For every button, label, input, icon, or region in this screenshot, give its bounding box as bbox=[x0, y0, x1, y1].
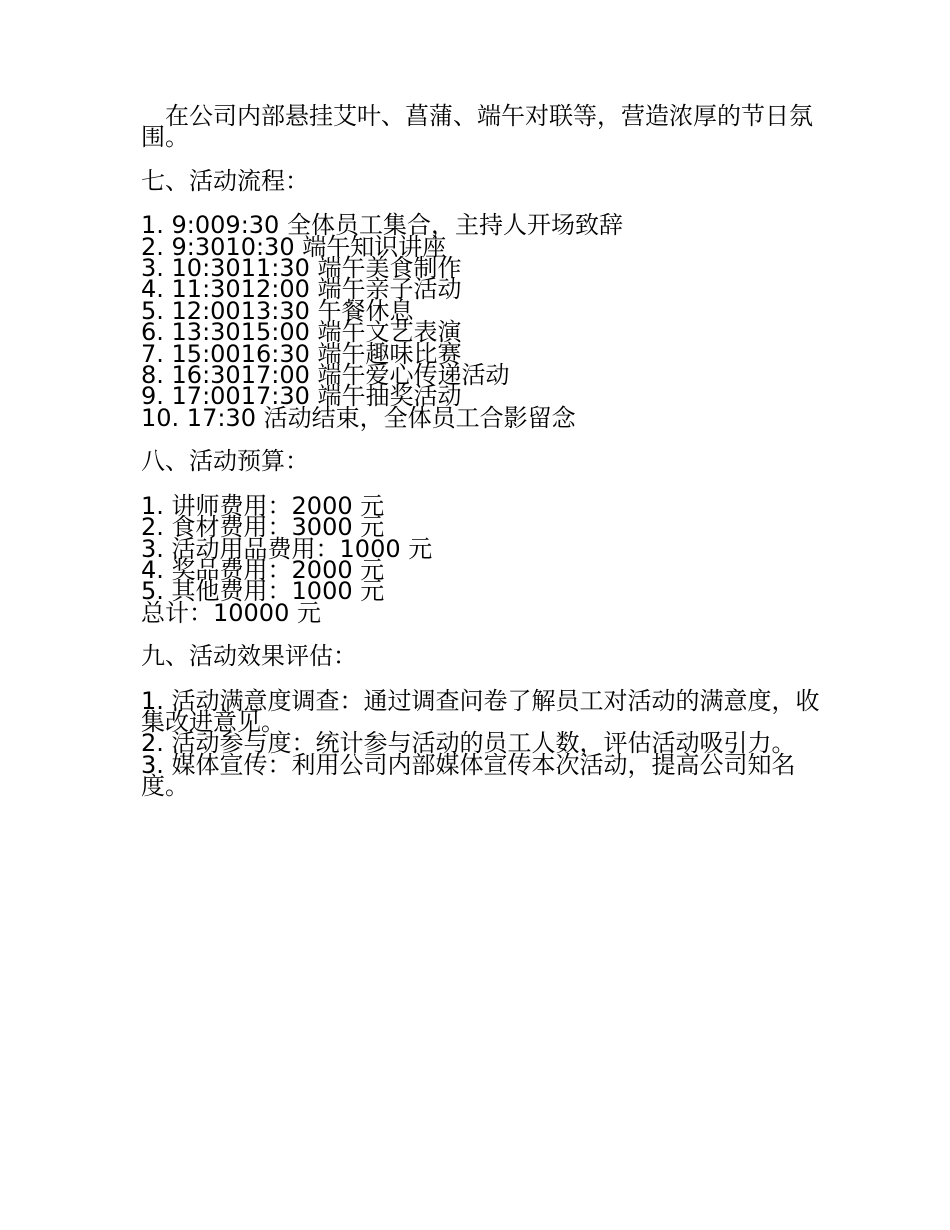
process-item: 7. 15:0016:30 端午趣味比赛 bbox=[141, 339, 462, 368]
section-heading-evaluation: 九、活动效果评估： bbox=[141, 642, 357, 671]
budget-item: 1. 讲师费用：2000 元 bbox=[141, 491, 385, 520]
evaluation-item: 2. 活动参与度：统计参与活动的员工人数，评估活动吸引力。 bbox=[141, 729, 796, 758]
evaluation-item: 3. 媒体宣传：利用公司内部媒体宣传本次活动，提高公司知名度。 bbox=[141, 750, 796, 801]
section-heading-process: 七、活动流程： bbox=[141, 166, 309, 195]
document-page bbox=[141, 102, 821, 801]
process-item: 8. 16:3017:00 端午爱心传递活动 bbox=[141, 361, 510, 390]
budget-item: 3. 活动用品费用：1000 元 bbox=[141, 534, 433, 563]
process-item: 3. 10:3011:30 端午美食制作 bbox=[141, 254, 462, 283]
budget-total: 总计：10000 元 bbox=[141, 598, 321, 627]
evaluation-item: 1. 活动满意度调查：通过调查问卷了解员工对活动的满意度，收集改进意见。 bbox=[141, 686, 820, 736]
process-item: 9. 17:0017:30 端午抽奖活动 bbox=[141, 382, 462, 411]
process-item: 4. 11:3012:00 端午亲子活动 bbox=[141, 275, 462, 304]
budget-item: 4. 奖品费用：2000 元 bbox=[141, 555, 385, 584]
budget-item: 2. 食材费用：3000 元 bbox=[141, 513, 385, 542]
process-item: 2. 9:3010:30 端午知识讲座 bbox=[141, 232, 447, 261]
process-item: 6. 13:3015:00 端午文艺表演 bbox=[141, 318, 462, 347]
budget-list bbox=[141, 491, 821, 627]
process-item: 5. 12:0013:30 午餐休息 bbox=[141, 296, 414, 325]
budget-item: 5. 其他费用：1000 元 bbox=[141, 577, 385, 606]
intro-paragraph: 在公司内部悬挂艾叶、菖蒲、端午对联等，营造浓厚的节日氛围。 bbox=[141, 102, 813, 152]
section-heading-budget: 八、活动预算： bbox=[141, 447, 309, 476]
process-item: 10. 17:30 活动结束，全体员工合影留念 bbox=[141, 403, 576, 432]
evaluation-list bbox=[141, 686, 821, 801]
process-item: 1. 9:009:30 全体员工集合，主持人开场致辞 bbox=[141, 211, 623, 240]
process-list bbox=[141, 211, 821, 432]
